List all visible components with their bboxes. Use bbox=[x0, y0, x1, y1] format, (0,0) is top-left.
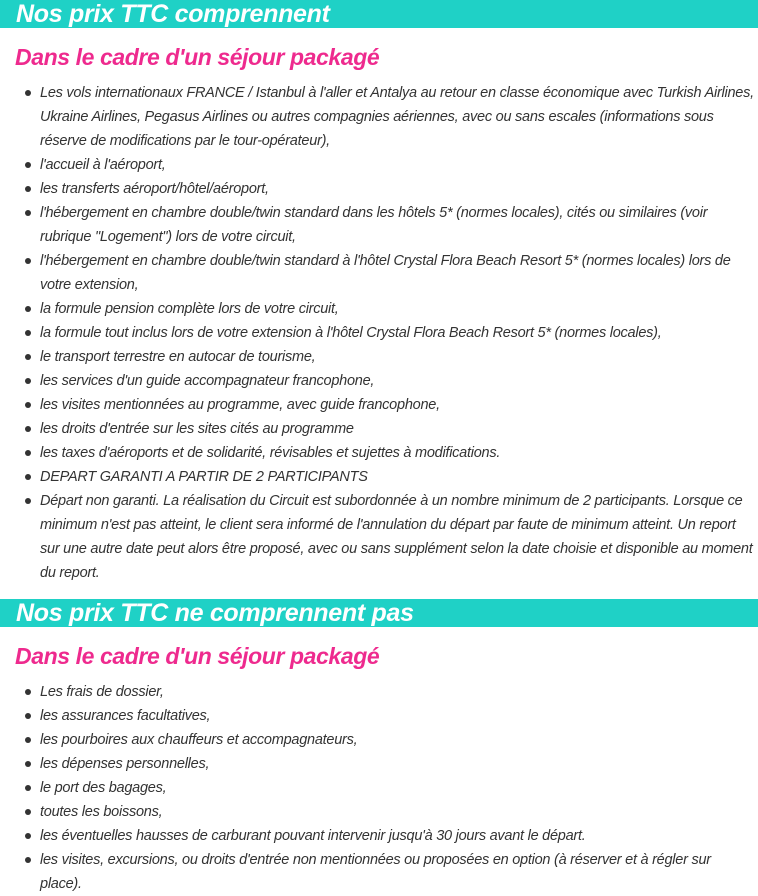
list-item: Les frais de dossier, bbox=[40, 680, 758, 704]
list-item: l'accueil à l'aéroport, bbox=[40, 153, 758, 177]
list-item: l'hébergement en chambre double/twin standard à l'hôtel Crystal Flora Beach Resort 5* (normes locales) lors de votre extension, bbox=[40, 249, 758, 297]
included-subheading: Dans le cadre d'un séjour packagé bbox=[15, 44, 380, 70]
list-item: DEPART GARANTI A PARTIR DE 2 PARTICIPANTS bbox=[40, 465, 758, 489]
list-item: les pourboires aux chauffeurs et accompagnateurs, bbox=[40, 728, 758, 752]
list-item: les dépenses personnelles, bbox=[40, 752, 758, 776]
list-item: l'hébergement en chambre double/twin standard dans les hôtels 5* (normes locales), cités ou similaires (voir rubrique "Logement") lors de votre circuit, bbox=[40, 201, 758, 249]
list-item: les assurances facultatives, bbox=[40, 704, 758, 728]
list-item: les droits d'entrée sur les sites cités au programme bbox=[40, 417, 758, 441]
included-list bbox=[0, 81, 758, 585]
list-item: le port des bagages, bbox=[40, 776, 758, 800]
list-item: les éventuelles hausses de carburant pouvant intervenir jusqu'à 30 jours avant le départ. bbox=[40, 824, 758, 848]
list-item: Les vols internationaux FRANCE / Istanbul à l'aller et Antalya au retour en classe économique avec Turkish Airlines, Ukraine Airlines, Pegasus Airlines ou autres compagnies aériennes, avec ou sans escales (informations sous réserve de modifications par le tour-opérateur), bbox=[40, 81, 758, 153]
list-item: Départ non garanti. La réalisation du Circuit est subordonnée à un nombre minimum de 2 participants. Lorsque ce minimum n'est pas atteint, le client sera informé de l'annulation du départ par faute de minimum atteint. Un report sur une autre date peut alors être proposé, avec ou sans supplément selon la date choisie et disponible au moment du report. bbox=[40, 489, 758, 585]
excluded-section bbox=[0, 599, 758, 896]
included-header: Nos prix TTC comprennent bbox=[0, 0, 758, 28]
excluded-header: Nos prix TTC ne comprennent pas bbox=[0, 599, 758, 627]
list-item: le transport terrestre en autocar de tourisme, bbox=[40, 345, 758, 369]
list-item: les taxes d'aéroports et de solidarité, révisables et sujettes à modifications. bbox=[40, 441, 758, 465]
list-item: la formule tout inclus lors de votre extension à l'hôtel Crystal Flora Beach Resort 5* (normes locales), bbox=[40, 321, 758, 345]
list-item: les transferts aéroport/hôtel/aéroport, bbox=[40, 177, 758, 201]
list-item: la formule pension complète lors de votre circuit, bbox=[40, 297, 758, 321]
list-item: les visites mentionnées au programme, avec guide francophone, bbox=[40, 393, 758, 417]
excluded-subheading: Dans le cadre d'un séjour packagé bbox=[15, 643, 380, 669]
list-item: les services d'un guide accompagnateur francophone, bbox=[40, 369, 758, 393]
excluded-list bbox=[0, 680, 758, 896]
list-item: les visites, excursions, ou droits d'entrée non mentionnées ou proposées en option (à réserver et à régler sur place). bbox=[40, 848, 758, 896]
list-item: toutes les boissons, bbox=[40, 800, 758, 824]
